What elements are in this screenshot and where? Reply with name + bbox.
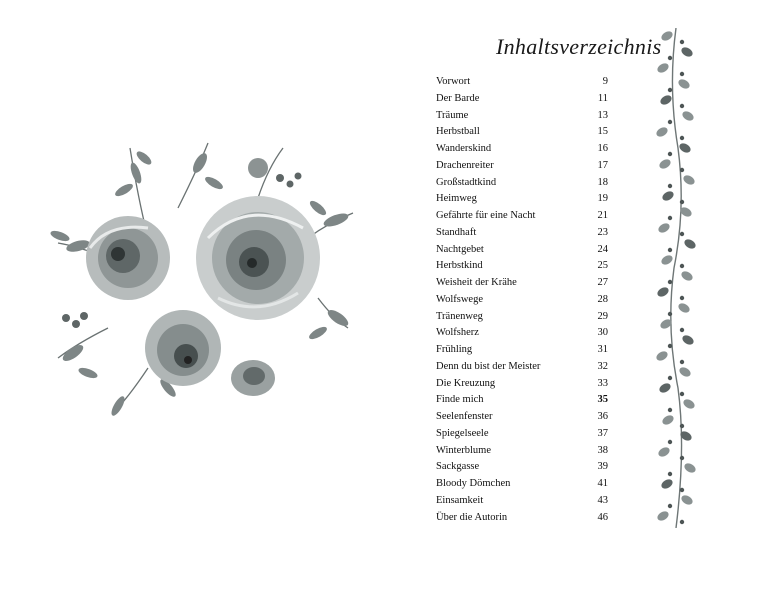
toc-entry-title: Standhaft xyxy=(436,226,477,238)
toc-entry-title: Über die Autorin xyxy=(436,511,508,523)
toc-entry-page: 24 xyxy=(597,243,608,255)
toc-entry-title: Gefährte für eine Nacht xyxy=(436,210,536,221)
toc-entry xyxy=(436,292,608,309)
toc-entry xyxy=(436,258,608,275)
page-title: Inhaltsverzeichnis xyxy=(496,34,662,59)
floral-vine-border xyxy=(648,28,704,528)
toc-entry-title: Wolfswege xyxy=(436,293,483,305)
toc-entry xyxy=(436,208,608,225)
toc-entry-title: Nachtgebet xyxy=(436,243,484,255)
toc-entry-title: Weisheit der Krähe xyxy=(436,277,517,288)
toc-entry-title: Spiegelseele xyxy=(436,427,489,439)
toc-entry-title: Der Barde xyxy=(436,92,480,104)
toc-entry-title: Die Kreuzung xyxy=(436,377,496,389)
toc-entry-page: 46 xyxy=(597,511,608,523)
toc-entry xyxy=(436,392,608,409)
toc-entry-page: 37 xyxy=(597,427,608,439)
toc-entry xyxy=(436,493,608,510)
toc-entry-title: Herbstball xyxy=(436,126,480,138)
toc-entry-page: 39 xyxy=(597,461,608,473)
toc-entry xyxy=(436,225,608,242)
toc-entry-title: Finde mich xyxy=(436,394,484,406)
toc-entry-page: 11 xyxy=(597,92,608,104)
toc-entry-page: 28 xyxy=(597,293,608,305)
toc-entry xyxy=(436,476,608,493)
toc-entry-page: 30 xyxy=(597,327,608,339)
toc-entry xyxy=(436,275,608,292)
toc-entry-page: 29 xyxy=(597,310,608,322)
toc-entry-page: 32 xyxy=(597,360,608,372)
toc-entry-title: Seelenfenster xyxy=(436,411,493,422)
toc-entry-page: 33 xyxy=(597,377,608,389)
toc-entry xyxy=(436,325,608,342)
toc-entry-page: 17 xyxy=(597,159,608,171)
toc-entry-page: 31 xyxy=(597,344,608,355)
toc-entry xyxy=(436,124,608,141)
toc-entry xyxy=(436,342,608,359)
toc-entry-title: Einsamkeit xyxy=(436,494,484,506)
toc-entry-page: 27 xyxy=(597,277,608,288)
toc-entry-title: Drachenreiter xyxy=(436,159,494,171)
toc-entry xyxy=(436,74,608,91)
toc-entry-page: 35 xyxy=(597,394,608,406)
toc-entry-page: 38 xyxy=(597,444,608,456)
toc-entry-title: Vorwort xyxy=(436,76,471,87)
toc-entry-page: 13 xyxy=(597,109,608,121)
toc-entry xyxy=(436,91,608,108)
rose-bouquet-illustration xyxy=(18,128,363,428)
toc-entry-title: Bloody Dömchen xyxy=(436,478,511,489)
toc-entry-title: Großstadtkind xyxy=(436,176,497,188)
toc-entry-page: 16 xyxy=(597,143,608,154)
toc-entry xyxy=(436,409,608,426)
toc-entry xyxy=(436,191,608,208)
toc-entry-title: Wanderskind xyxy=(436,143,492,154)
toc-entry xyxy=(436,510,608,527)
toc-entry-title: Wolfsherz xyxy=(436,327,479,339)
toc-entry-title: Herbstkind xyxy=(436,260,483,272)
toc-entry-page: 21 xyxy=(597,210,608,221)
toc-entry xyxy=(436,242,608,259)
toc-entry xyxy=(436,309,608,326)
toc-entry-title: Sackgasse xyxy=(436,461,480,473)
toc-entry xyxy=(436,158,608,175)
toc-entry xyxy=(436,443,608,460)
toc-entry-page: 18 xyxy=(597,176,608,188)
toc-entry-title: Träume xyxy=(436,109,469,121)
toc-entry-title: Winterblume xyxy=(436,444,491,456)
toc-entry xyxy=(436,175,608,192)
toc-entry xyxy=(436,108,608,125)
toc-entry xyxy=(436,426,608,443)
toc-entry-page: 41 xyxy=(597,478,608,489)
toc-entry-page: 19 xyxy=(597,193,608,205)
toc-entry-page: 25 xyxy=(597,260,608,272)
toc-entry-title: Denn du bist der Meister xyxy=(436,360,541,372)
toc-entry-title: Tränenweg xyxy=(436,310,483,322)
toc-entry xyxy=(436,376,608,393)
toc-entry-title: Heimweg xyxy=(436,193,477,205)
toc-entry-page: 36 xyxy=(597,411,608,422)
toc-entry-title: Frühling xyxy=(436,344,473,355)
toc-entry-page: 43 xyxy=(597,494,608,506)
toc-entry-page: 15 xyxy=(597,126,608,138)
table-of-contents xyxy=(436,74,608,526)
toc-entry xyxy=(436,459,608,476)
toc-entry xyxy=(436,359,608,376)
toc-entry-page: 23 xyxy=(597,226,608,238)
toc-entry-page: 9 xyxy=(602,76,608,87)
toc-entry xyxy=(436,141,608,158)
